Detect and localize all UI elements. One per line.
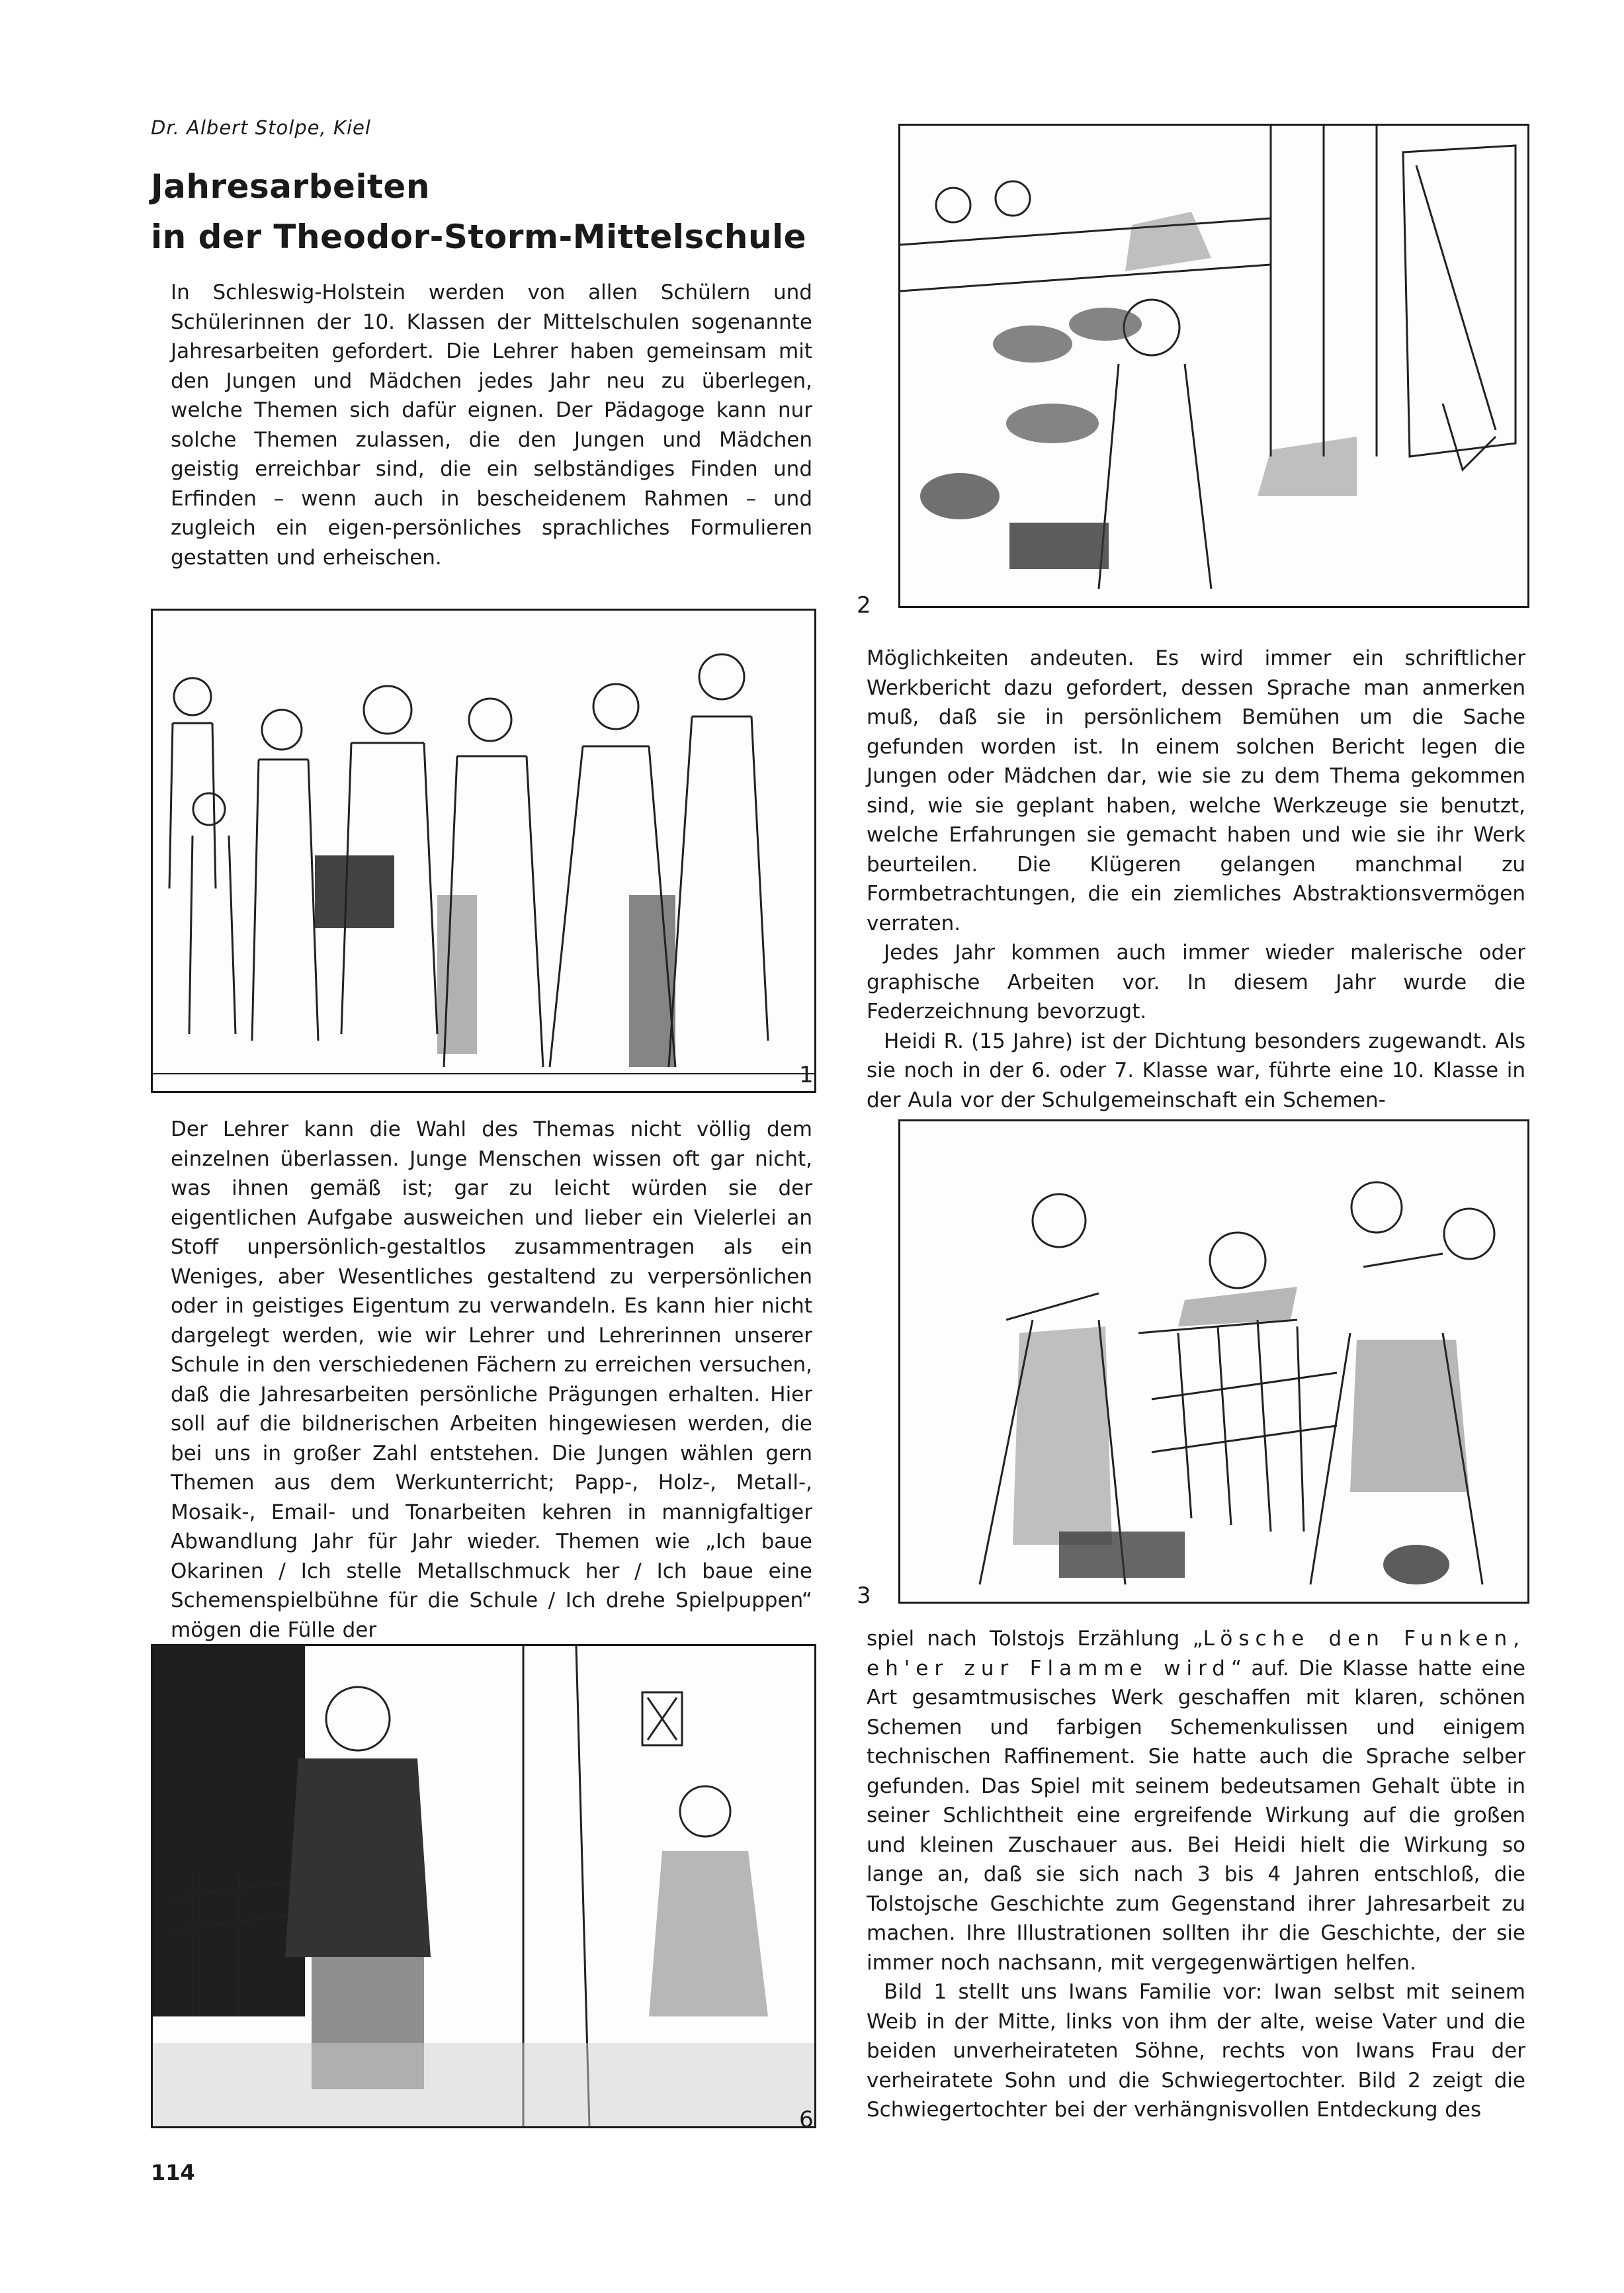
figure-2-drawing	[898, 124, 1529, 608]
intro-paragraph	[171, 278, 812, 572]
right-body-2-para-2: Bild 1 stellt uns Iwans Familie vor: Iwan selbst mit seinem Weib in der Mitte, links von ihm der alte, weise Vater und die beiden unverheirateten Söhne, rechts von Iwans Frau der verheiratete Sohn und die Schwiegertochter. Bild 2 zeigt die Schwiegertochter bei der verhängnisvollen Entdeckung des	[867, 1980, 1525, 2122]
figure-1-family-drawing	[151, 609, 816, 1093]
right-body-2-para-1-end: “ auf. Die Klasse hatte eine Art gesamtmusisches Werk geschaffen mit klaren, schönen Schemen und farbigen Schemenkulissen und einigem technischen Raffinement. Sie hatte auch die Sprache selber gefunden. Das Spiel mit seinem bedeutsamen Gehalt übte in seiner Schlichtheit eine ergreifende Wirkung auf die großen und kleinen Zuschauer aus. Bei Heidi hielt die Wirkung so lange an, daß sie sich nach 3 bis 4 Jahren entschloß, die Tolstojsche Geschichte zum Gegenstand ihrer Jahresarbeit zu machen. Ihre Illustrationen sollten ihr die Geschichte, der sie immer noch nachsann, mit vergegenwärtigen helfen.	[867, 1656, 1525, 1975]
story-title: Lösche den Funken, eh'er zur Flamme wird	[867, 1627, 1525, 1680]
fence-scene-illustration	[900, 1121, 1527, 1602]
right-body-1-para-2: Jedes Jahr kommen auch immer wieder malerische oder graphische Arbeiten vor. In diesem Jahr wurde die Federzeichnung bevorzugt.	[867, 941, 1525, 1023]
figure-3-drawing	[898, 1119, 1529, 1604]
intro-text: In Schleswig-Holstein werden von allen Schülern und Schülerinnen der 10. Klassen der Mittelschulen sogenannte Jahresarbeiten gefordert. Die Lehrer haben gemeinsam mit den Jungen und Mädchen jedes Jahr neu zu überlegen, welche Themen sich dafür eignen. Der Pädagoge kann nur solche Themen zulassen, die den Jungen und Mädchen geistig erreichbar sind, die ein selbständiges Finden und Erfinden – wenn auch in bescheidenem Rahmen – und zugleich ein eigen-persönliches sprachliches Formulieren gestatten und erheischen.	[171, 281, 812, 570]
right-column-body-2	[867, 1624, 1525, 2125]
barn-illustration	[900, 126, 1527, 606]
right-body-2-para-1	[867, 1624, 1525, 1977]
room-scene-illustration	[153, 1646, 814, 2126]
family-illustration	[153, 611, 814, 1091]
figure-2-number: 2	[857, 592, 871, 619]
figure-6-number: 6	[799, 2106, 814, 2133]
right-body-1-para-3: Heidi R. (15 Jahre) ist der Dichtung besonders zugewandt. Als sie noch in der 6. oder 7. Klasse war, führte eine 10. Klasse in der Aula vor der Schulgemeinschaft ein Schemen-	[867, 1029, 1525, 1112]
right-column-body-1	[867, 644, 1525, 1115]
title-line-1: Jahresarbeiten	[151, 167, 430, 206]
byline: Dr. Albert Stolpe, Kiel	[151, 116, 371, 139]
left-body-text: Der Lehrer kann die Wahl des Themas nicht völlig dem einzelnen überlassen. Junge Menschen wissen oft gar nicht, was ihnen gemäß ist; gar zu leicht würden sie der eigentlichen Aufgabe ausweichen und lieber ein Vielerlei an Stoff unpersönlich-gestaltlos zusammentragen als ein Weniges, aber Wesentliches gestaltend zu verpersönlichen oder in geistiges Eigentum zu verwandeln. Es kann hier nicht dargelegt werden, wie wir Lehrer und Lehrerinnen unserer Schule in den verschiedenen Fächern zu erreichen versuchen, daß die Jahresarbeiten persönliche Prägungen erhalten. Hier soll auf die bildnerischen Arbeiten hingewiesen werden, die bei uns in großer Zahl entstehen. Die Jungen wählen gern Themen aus dem Werkunterricht; Papp-, Holz-, Metall-, Mosaik-, Email- und Tonarbeiten kehren in mannigfaltiger Abwandlung Jahr für Jahr wieder. Themen wie „Ich baue Okarinen / Ich stelle Metallschmuck her / Ich baue eine Schemenspielbühne für die Schule / Ich drehe Spielpuppen“ mögen die Fülle der	[171, 1117, 812, 1642]
page-number: 114	[151, 2160, 195, 2185]
title-line-2: in der Theodor-Storm-Mittelschule	[151, 218, 807, 256]
left-column-body	[171, 1115, 812, 1645]
right-body-1-para-1: Möglichkeiten andeuten. Es wird immer ein schriftlicher Werkbericht dazu gefordert, dessen Sprache man anmerken muß, daß sie in persönlichem Bemühen um die Sache gefunden worden ist. In einem solchen Bericht legen die Jungen oder Mädchen dar, wie sie zu dem Thema gekommen sind, wie sie geplant haben, welche Werkzeuge sie benutzt, welche Erfahrungen sie gemacht haben und wie sie ihr Werk beurteilen. Die Klügeren gelangen manchmal zu Formbetrachtungen, die ein ziemliches Abstraktionsvermögen verraten.	[867, 646, 1525, 935]
right-body-2-para-1-start: spiel nach Tolstojs Erzählung „	[867, 1627, 1203, 1651]
figure-1-number: 1	[799, 1062, 814, 1088]
figure-3-number: 3	[857, 1582, 871, 1609]
figure-6-drawing	[151, 1644, 816, 2128]
article-title	[151, 161, 806, 262]
